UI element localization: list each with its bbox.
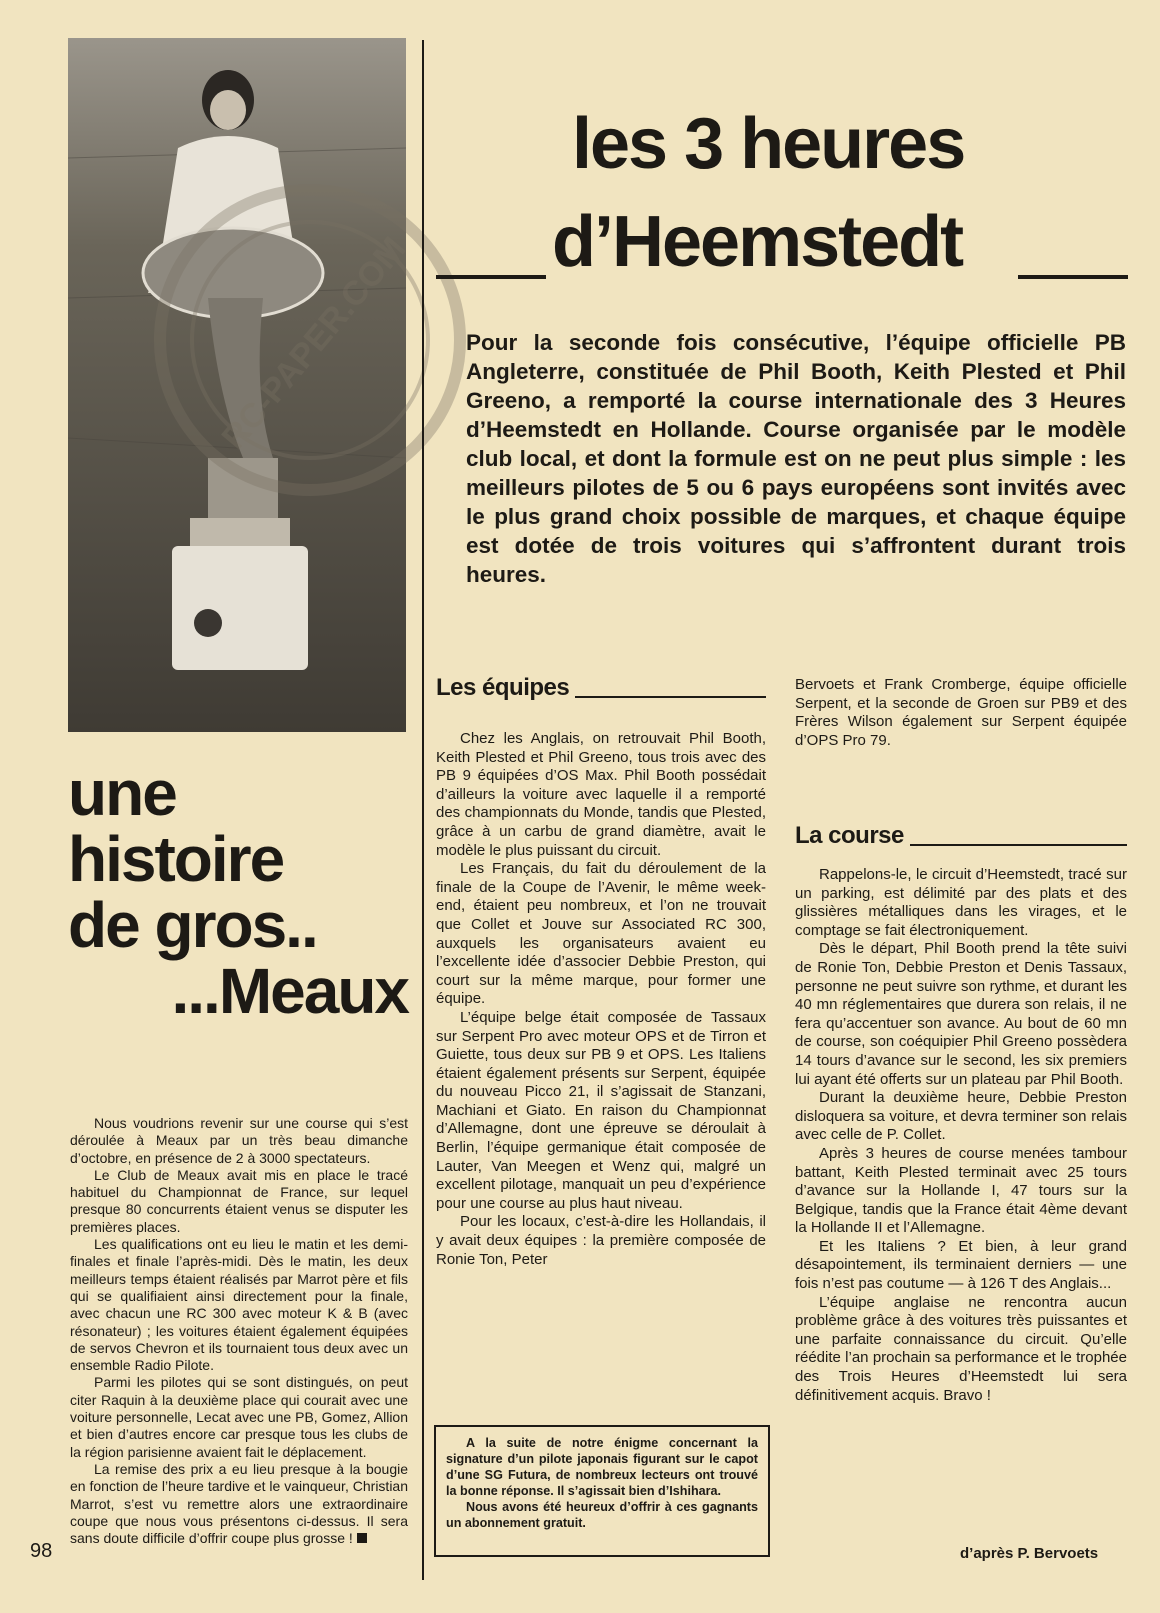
title-rule-left [436,275,546,279]
paragraph: Les qualifications ont eu lieu le matin et les demi-finales et finale l’après-midi. Dès le matin, les deux meilleurs temps étaient réalisés par Marrot père et fils qui se qualifiaient ainsi directement pour la finale, avec chacun une RC 300 avec moteur K & B (avec résonateur) ; les voitures étaient également équipées de servos Chevron et ils tournaient tous deux avec un ensemble Radio Pilote. [70,1236,408,1374]
column-divider [422,40,424,1580]
side-headline-line: ...Meaux [171,955,408,1027]
svg-text:RC-PAPER.COM: RC-PAPER.COM [214,229,414,457]
paragraph: Après 3 heures de course menées tambour battant, Keith Plested terminait avec 25 tours d’avance sur la Hollande I, 47 tours sur la Belgique, tandis que la France était 4ème devant la Hollande II et l’Allemagne. [795,1144,1127,1237]
section-heading-rule [910,844,1127,846]
article-title-line1: les 3 heures [572,104,965,184]
reader-notice-box [434,1425,770,1557]
end-mark-icon [357,1533,367,1543]
section-heading-text: Les équipes [436,674,570,701]
paragraph: Rappelons-le, le circuit d’Heemstedt, tracé sur un parking, est délimité par des plats et des glissières métalliques dans les virages, et le comptage se fait électroniquement. [795,866,1127,939]
paragraph: Dès le départ, Phil Booth prend la tête suivi de Ronie Ton, Debbie Preston et Denis Tassaux, personne ne peut suivre son rythme, et durant les 40 mn réglementaires que durera son relais, il ne fera qu’accentuer son avance. Au bout de 60 mn de course, son coéquipier Phil Greeno possèdera 14 tours d’avance sur le second, les six premiers lui ayant été offerts sur un plateau par Phil Booth. [795,940,1127,1088]
paragraph: Les Français, du fait du déroulement de la finale de la Coupe de l’Avenir, le même week-end, étaient peu nombreux, et l’on ne trouvait que Collet et Jouve sur Associated RC 300, auxquels les organisateurs avaient eu l’excellente idée d’associer Debbie Preston, qui court sur la même marque, pour former une équipe. [436,860,766,1008]
section-heading-course [795,822,1127,850]
paragraph: L’équipe anglaise ne rencontra aucun problème grâce à des voitures très puissantes et une parfaite connaissance du circuit. Qu’elle réédite l’an prochain sa performance et le trophée des Trois Heures d’Heemstedt lui sera définitivement acquis. Bravo ! [795,1293,1127,1404]
article-signature: d’après P. Bervoets [960,1545,1099,1562]
side-headline-line: histoire [68,823,284,895]
paragraph: Et les Italiens ? Et bien, à leur grand désapointement, ils terminaient derniers — une fois n’est pas coutume — à 126 T des Anglais... [795,1237,1127,1293]
article-intro: Pour la seconde fois consécutive, l’équipe officielle PB Angleterre, constituée de Phil Booth, Keith Plested et Phil Greeno, a remporté la course internationale des 3 Heures d’Heemstedt en Hollande. Course organisée par le modèle club local, et dont la formule est on ne peut plus simple : les meilleurs pilotes de 5 ou 6 pays européens sont invités avec le plus grand choix possible de marques, et chaque équipe est dotée de trois voitures qui s’affrontent durant trois heures. [466,330,1126,587]
section-equipes-continuation [795,676,1127,750]
paragraph: Pour les locaux, c’est-à-dire les Hollandais, il y avait deux équipes : la première composée de Ronie Ton, Peter [436,1213,766,1268]
paragraph: Chez les Anglais, on retrouvait Phil Booth, Keith Plested et Phil Greeno, tous trois avec des PB 9 équipées d’OS Max. Phil Booth possédait d’ailleurs la voiture avec laquelle il a remporté des championnats du Monde, tandis que Plested, grâce à un carbu de grand diamètre, avait le modèle le plus puissant du circuit. [436,730,766,859]
section-course-body [795,866,1127,1405]
paragraph: Durant la deuxième heure, Debbie Preston disloquera sa voiture, et devra terminer son relais avec celle de P. Collet. [795,1089,1127,1144]
paragraph: Bervoets et Frank Cromberge, équipe officielle Serpent, et la seconde de Groen sur PB9 et des Frères Wilson également sur Serpent équipée d’OPS Pro 79. [795,676,1127,749]
paragraph: Parmi les pilotes qui se sont distingués, on peut citer Raquin à la deuxième place qui courait avec une voiture personnelle, Lecat avec une PB, Gomez, Allion et bien d’autres encore car presque tous les clubs de la région parisienne avaient fait le déplacement. [70,1374,408,1460]
side-article-body [70,1115,408,1547]
side-headline-line: une [68,757,176,829]
paragraph: Nous avons été heureux d’offrir à ces gagnants un abonnement gratuit. [446,1500,758,1530]
watermark-seal [130,160,490,520]
paragraph-text: La remise des prix a eu lieu presque à la bougie en fonction de l’heure tardive et le vainqueur, Christian Marrot, s’est vu remettre alors une extraordinaire coupe que nous vous présentons ci-dessus. Il sera sans doute difficile d’offrir coupe plus grosse ! [70,1460,408,1547]
paragraph: Nous voudrions revenir sur une course qui s’est déroulée à Meaux par un très beau dimanche d’octobre, en présence de 2 à 3000 spectateurs. [70,1115,408,1166]
side-article-headline [68,757,408,1027]
section-equipes-body [436,730,766,1269]
title-rule-right [1018,275,1128,279]
page-number: 98 [30,1540,53,1562]
side-headline-line: de gros.. [68,889,317,961]
section-heading-rule [575,696,766,698]
paragraph: L’équipe belge était composée de Tassaux sur Serpent Pro avec moteur OPS et de Tirron et Guiette, tous deux sur PB 9 et OPS. Les Italiens étaient également présents sur Serpent, équipée du nouveau Picco 21, il s’agissait de Stanzani, Machiani et Giato. En raison du Championnat d’Allemagne, dont une épreuve se déroulait à Berlin, l’équipe germanique était composée de Lauter, Van Meegen et Wenz qui, malgré un excellent pilotage, manquait un peu d’expérience pour une course au plus haut niveau. [436,1008,766,1212]
paragraph [70,1461,408,1547]
section-heading-equipes [436,674,766,702]
section-heading-text: La course [795,822,904,849]
article-title-line2: d’Heemstedt [552,202,963,282]
paragraph: Le Club de Meaux avait mis en place le tracé habituel du Championnat de France, sur lequel presque 80 concurrents étaient venus se disputer les premières places. [70,1166,408,1235]
paragraph: A la suite de notre énigme concernant la signature d’un pilote japonais figurant sur le capot d’une SG Futura, de nombreux lecteurs ont trouvé la bonne réponse. Il s’agissait bien d’Ishihara. [446,1436,758,1498]
